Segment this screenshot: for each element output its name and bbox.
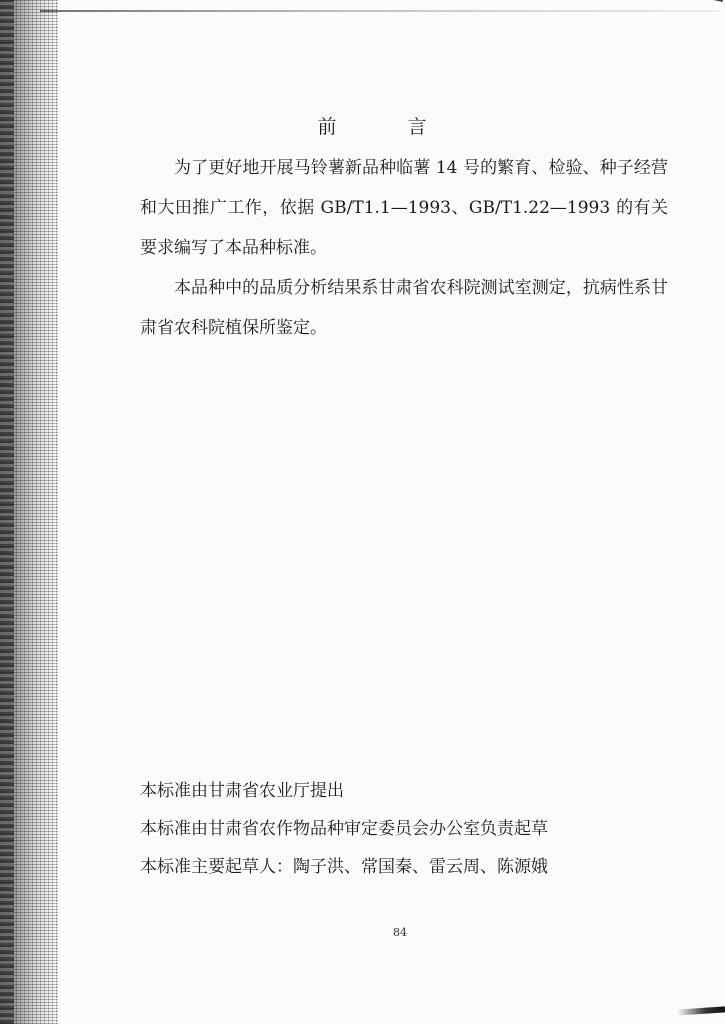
- page-number: 84: [393, 926, 407, 939]
- note-proposer: 本标准由甘肃省农业厅提出: [140, 781, 344, 801]
- scan-corner-mark-bottom: [677, 1006, 725, 1015]
- standard-notes: [140, 772, 680, 886]
- foreword-body: [140, 148, 668, 348]
- foreword-paragraph: 为了更好地开展马铃薯新品种临薯 14 号的繁育、检验、种子经营和大田推广工作，依据 GB/T1.1—1993、GB/T1.22—1993 的有关要求编写了本品种标准。: [140, 158, 668, 258]
- scan-binding-shadow: [0, 0, 14, 1024]
- note-drafting-unit: 本标准由甘肃省农作物品种审定委员会办公室负责起草: [140, 819, 548, 839]
- foreword-paragraph: 本品种中的品质分析结果系甘肃省农科院测试室测定，抗病性系甘肃省农科院植保所鉴定。: [140, 278, 668, 338]
- scan-top-edge: [40, 10, 720, 12]
- page-heading: 前 言: [317, 116, 453, 138]
- note-drafters: 本标准主要起草人：陶子洪、常国秦、雷云周、陈源娥: [140, 857, 548, 877]
